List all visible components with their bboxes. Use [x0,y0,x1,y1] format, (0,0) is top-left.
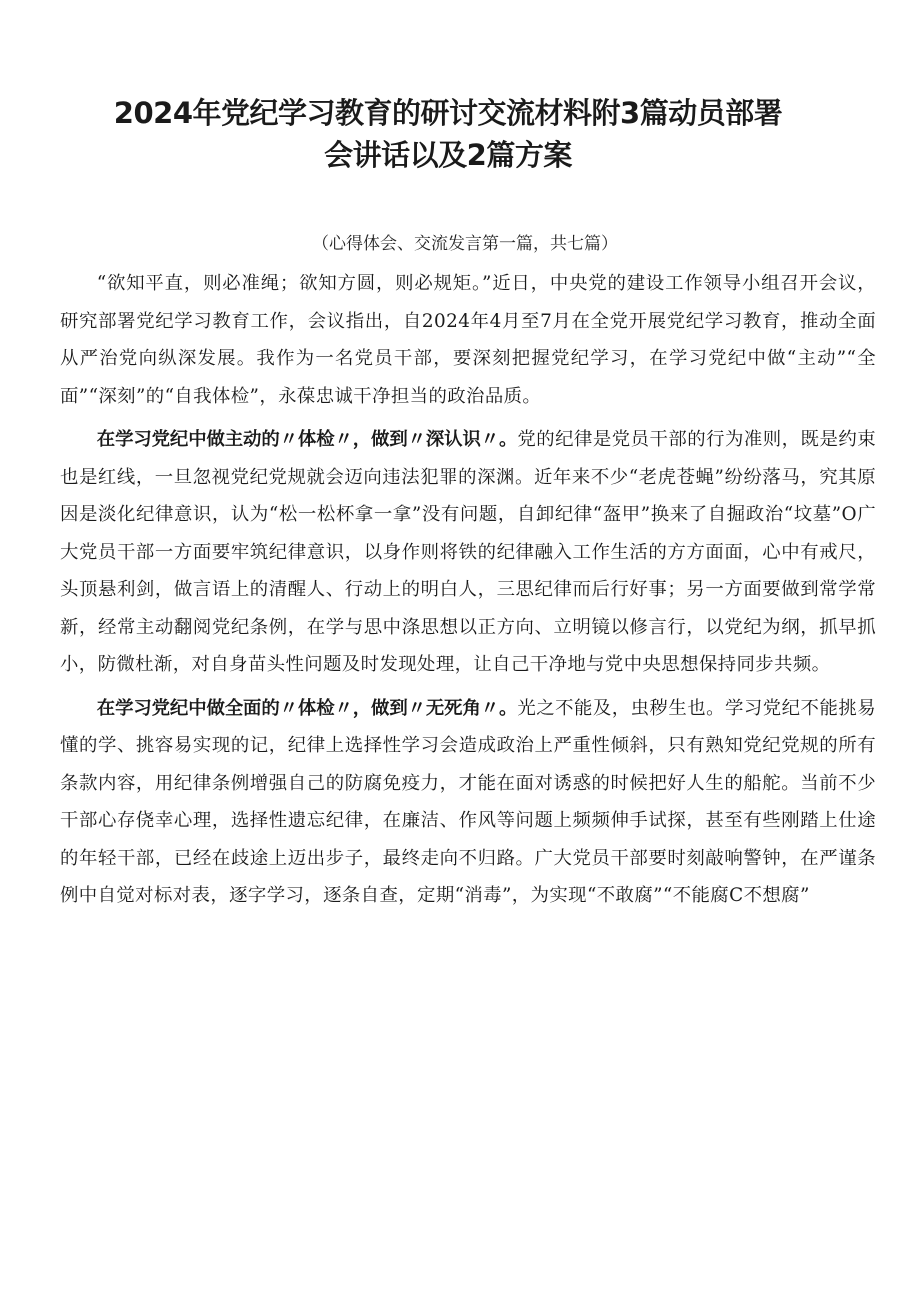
paragraph-intro [60,265,876,415]
section-heading: 在学习党纪中做全面的〃体检〃，做到〃无死角〃。 [96,697,518,719]
title-line-2: 会讲话以及2篇方案 [324,138,572,172]
section-heading: 在学习党纪中做主动的〃体检〃，做到〃深认识〃。 [96,429,518,450]
paragraph-text: “欲知平直，则必准绳；欲知方圆，则必规矩。”近日，中央党的建设工作领导小组召开会议，研究部署党纪学习教育工作，会议指出，自2024年4月至7月在全党开展党纪学习教育，推动全面从严治党向纵深发展。我作为一名党员干部，要深刻把握党纪学习，在学习党纪中做“主动”“全面”“深刻”的“自我体检”，永葆忠诚干净担当的政治品质。 [60,273,876,407]
document-subtitle: （心得体会、交流发言第一篇，共七篇） [312,234,618,254]
paragraph-text: 党的纪律是党员干部的行为准则，既是约束也是红线，一旦忽视党纪党规就会迈向违法犯罪的深渊。近年来不少“老虎苍蝇”纷纷落马，究其原因是淡化纪律意识，认为“松一松杯拿一拿”没有问题，自卸纪律“盔甲”换来了自掘政治“坟墓”O广大党员干部一方面要牢筑纪律意识，以身作则将铁的纪律融入工作生活的方方面面，心中有戒尺，头顶悬利剑，做言语上的清醒人、行动上的明白人，三思纪律而后行好事；另一方面要做到常学常新，经常主动翻阅党纪条例，在学与思中涤思想以正方向、立明镜以修言行，以党纪为纲，抓早抓小，防微杜渐，对自身苗头性问题及时发现处理，让自己干净地与党中央思想保持同步共频。 [60,429,876,675]
paragraph-text: 光之不能及，虫秽生也。学习党纪不能挑易懂的学、挑容易实现的记，纪律上选择性学习会造成政治上严重性倾斜，只有熟知党纪党规的所有条款内容，用纪律条例增强自己的防腐免疫力，才能在面对诱惑的时候把好人生的船舵。当前不少干部心存侥幸心理，选择性遗忘纪律，在廉洁、作风等问题上频频伸手试探，甚至有些刚踏上仕途的年轻干部，已经在歧途上迈出步子，最终走向不归路。广大党员干部要时刻敲响警钟，在严谨条例中自觉对标对表，逐字学习，逐条自查，定期“消毒”，为实现“不敢腐”“不能腐C不想腐” [60,697,876,906]
paragraph-section-1 [60,421,876,684]
document-title [60,92,836,176]
paragraph-section-2 [60,690,876,915]
title-line-1: 2024年党纪学习教育的研讨交流材料附3篇动员部署 [113,96,783,130]
